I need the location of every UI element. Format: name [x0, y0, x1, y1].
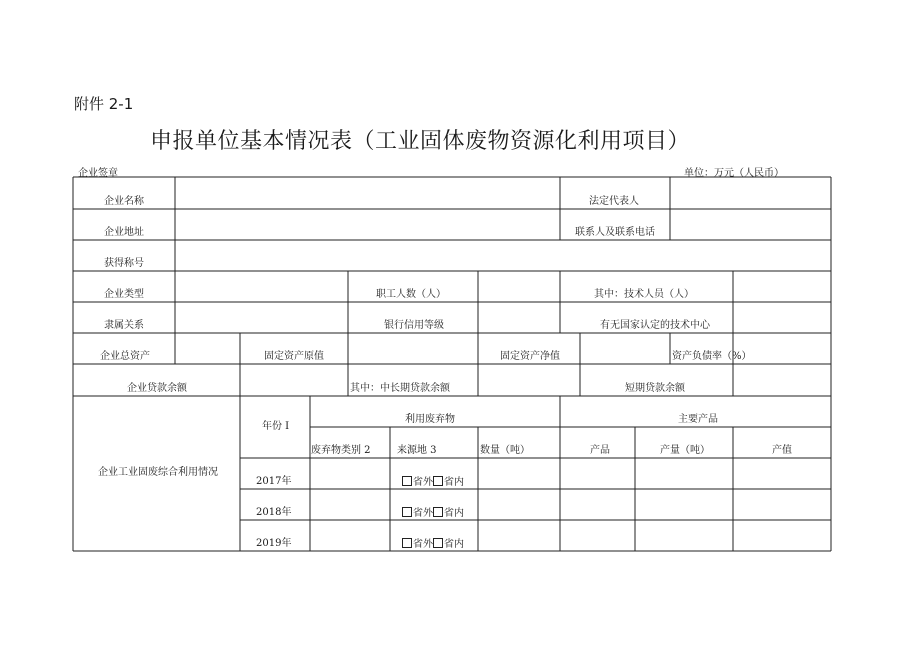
option-label: 省内 [444, 477, 464, 488]
label-fixed-assets-net: 固定资产净值 [500, 351, 560, 362]
header-waste-group: 利用废弃物 [405, 414, 455, 425]
header-value: 产值 [772, 445, 792, 456]
year-unit: 年 [281, 538, 292, 549]
option-label: 省内 [444, 539, 464, 550]
header-source: 来源地 3 [397, 445, 437, 456]
label-affiliation: 隶属关系 [104, 320, 144, 331]
year-row-2017 [256, 476, 291, 488]
label-fixed-assets-original: 固定资产原值 [264, 351, 324, 362]
label-credit-rating: 银行信用等级 [384, 320, 444, 331]
label-debt-ratio: 资产负债率（%） [672, 351, 752, 362]
label-contact: 联系人及联系电话 [575, 227, 655, 238]
label-loan-balance: 企业贷款余额 [127, 383, 187, 394]
option-label: 省外 [413, 539, 433, 550]
label-total-assets: 企业总资产 [100, 351, 150, 362]
year-value: 2017 [256, 476, 282, 487]
label-employees: 职工人数（人） [376, 289, 446, 300]
label-address: 企业地址 [104, 227, 144, 238]
header-quantity: 数量（吨） [480, 445, 530, 456]
year-row-2018 [256, 507, 291, 519]
header-product: 产品 [590, 445, 610, 456]
year-value: 2019 [256, 538, 282, 549]
header-waste-type: 废弃物类别 2 [311, 445, 371, 456]
label-honors: 获得称号 [104, 258, 144, 269]
label-legal-rep: 法定代表人 [589, 196, 639, 207]
option-label: 省外 [413, 508, 433, 519]
seal-label: 企业签章 [78, 168, 118, 179]
label-company-type: 企业类型 [104, 289, 144, 300]
header-year: 年份 I [262, 421, 290, 432]
unit-label: 单位：万元（人民币） [684, 168, 784, 179]
option-label: 省内 [444, 508, 464, 519]
header-output: 产量（吨） [660, 445, 710, 456]
checkbox-out-of-province[interactable] [402, 538, 412, 548]
checkbox-in-province[interactable] [433, 476, 443, 486]
checkbox-out-of-province[interactable] [402, 507, 412, 517]
checkbox-in-province[interactable] [433, 538, 443, 548]
label-tech-center: 有无国家认定的技术中心 [600, 320, 710, 331]
year-row-2019 [256, 538, 291, 550]
year-unit: 年 [281, 476, 292, 487]
year-value: 2018 [256, 507, 282, 518]
page-title: 申报单位基本情况表（工业固体废物资源化利用项目） [150, 129, 691, 154]
checkbox-out-of-province[interactable] [402, 476, 412, 486]
option-label: 省外 [413, 477, 433, 488]
header-product-group: 主要产品 [678, 414, 718, 425]
source-options-2019 [402, 538, 464, 551]
label-company-name: 企业名称 [104, 196, 144, 207]
year-unit: 年 [281, 507, 292, 518]
label-utilization-section: 企业工业固废综合利用情况 [98, 467, 218, 478]
attachment-label: 附件 2-1 [74, 95, 134, 113]
source-options-2018 [402, 507, 464, 520]
label-tech-staff: 其中：技术人员（人） [594, 289, 694, 300]
source-options-2017 [402, 476, 464, 489]
label-short-term-loan: 短期贷款余额 [625, 383, 685, 394]
checkbox-in-province[interactable] [433, 507, 443, 517]
label-long-term-loan: 其中：中长期贷款余额 [350, 383, 450, 394]
